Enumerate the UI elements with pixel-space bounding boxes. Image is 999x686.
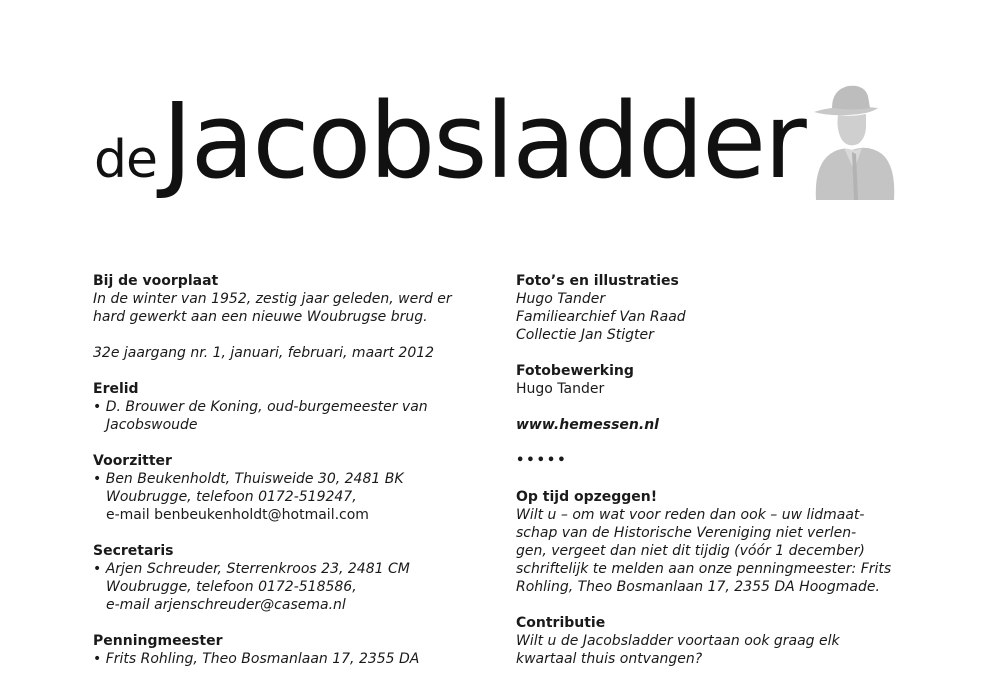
bullet-separator: ••••• [516,453,568,468]
contributie-line-2: kwartaal thuis ontvangen? [516,651,703,667]
secretaris-heading: Secretaris [93,543,174,559]
website-link[interactable]: www.hemessen.nl [516,417,659,433]
opzeggen-line-3: gen, vergeet dan niet dit tijdig (vóór 1 december) [516,543,865,559]
opzeggen-line-5: Rohling, Theo Bosmanlaan 17, 2355 DA Hoogmade. [516,579,880,595]
voorplaat-heading: Bij de voorplaat [93,273,219,289]
fotos-line-1: Hugo Tander [516,291,606,307]
secretaris-email[interactable]: e-mail arjenschreuder@casema.nl [106,597,346,613]
voorplaat-line-2: hard gewerkt aan een nieuwe Woubrugse brug. [93,309,428,325]
opzeggen-heading: Op tijd opzeggen! [516,489,658,505]
contributie-section [516,614,916,668]
man-with-hat-icon [808,82,898,200]
fotos-section [516,272,916,344]
secretaris-section [93,542,493,614]
secretaris-line-1: • Arjen Schreuder, Sterrenkroos 23, 2481 CM [93,561,410,577]
logo-prefix: de [94,130,157,190]
voorplaat-section [93,272,493,326]
erelid-section [93,380,493,434]
penningmeester-section [93,632,493,668]
opzeggen-line-1: Wilt u – om wat voor reden dan ook – uw lidmaat- [516,507,865,523]
penningmeester-line-1: • Frits Rohling, Theo Bosmanlaan 17, 2355 DA [93,651,420,667]
secretaris-line-2: Woubrugge, telefoon 0172-518586, [106,579,357,595]
right-column [516,272,916,686]
separator-section [516,452,916,470]
contributie-heading: Contributie [516,615,606,631]
logo-title: Jacobsladder [162,80,805,202]
contributie-line-1: Wilt u de Jacobsladder voortaan ook graag elk [516,633,840,649]
voorzitter-heading: Voorzitter [93,453,172,469]
penningmeester-heading: Penningmeester [93,633,223,649]
opzeggen-line-2: schap van de Historische Vereniging niet verlen- [516,525,857,541]
voorzitter-line-2: Woubrugge, telefoon 0172-519247, [106,489,357,505]
erelid-line-1: • D. Brouwer de Koning, oud-burgemeester van [93,399,428,415]
website-section [516,416,916,434]
voorplaat-line-1: In de winter van 1952, zestig jaar geleden, werd er [93,291,452,307]
jaargang-text: 32e jaargang nr. 1, januari, februari, maart 2012 [93,345,435,361]
left-column [93,272,493,686]
fotobewerking-section [516,362,916,398]
voorzitter-email[interactable]: e-mail benbeukenholdt@hotmail.com [106,507,369,523]
masthead [0,0,999,230]
voorzitter-line-1: • Ben Beukenholdt, Thuisweide 30, 2481 BK [93,471,404,487]
erelid-line-2: Jacobswoude [106,417,198,433]
opzeggen-section [516,488,916,596]
jaargang-section [93,344,493,362]
voorzitter-section [93,452,493,524]
fotobewerking-heading: Fotobewerking [516,363,634,379]
fotos-line-3: Collectie Jan Stigter [516,327,654,343]
erelid-heading: Erelid [93,381,139,397]
opzeggen-line-4: schriftelijk te melden aan onze penningmeester: Frits [516,561,892,577]
fotos-heading: Foto’s en illustraties [516,273,679,289]
fotobewerking-line: Hugo Tander [516,381,605,397]
fotos-line-2: Familiearchief Van Raad [516,309,686,325]
